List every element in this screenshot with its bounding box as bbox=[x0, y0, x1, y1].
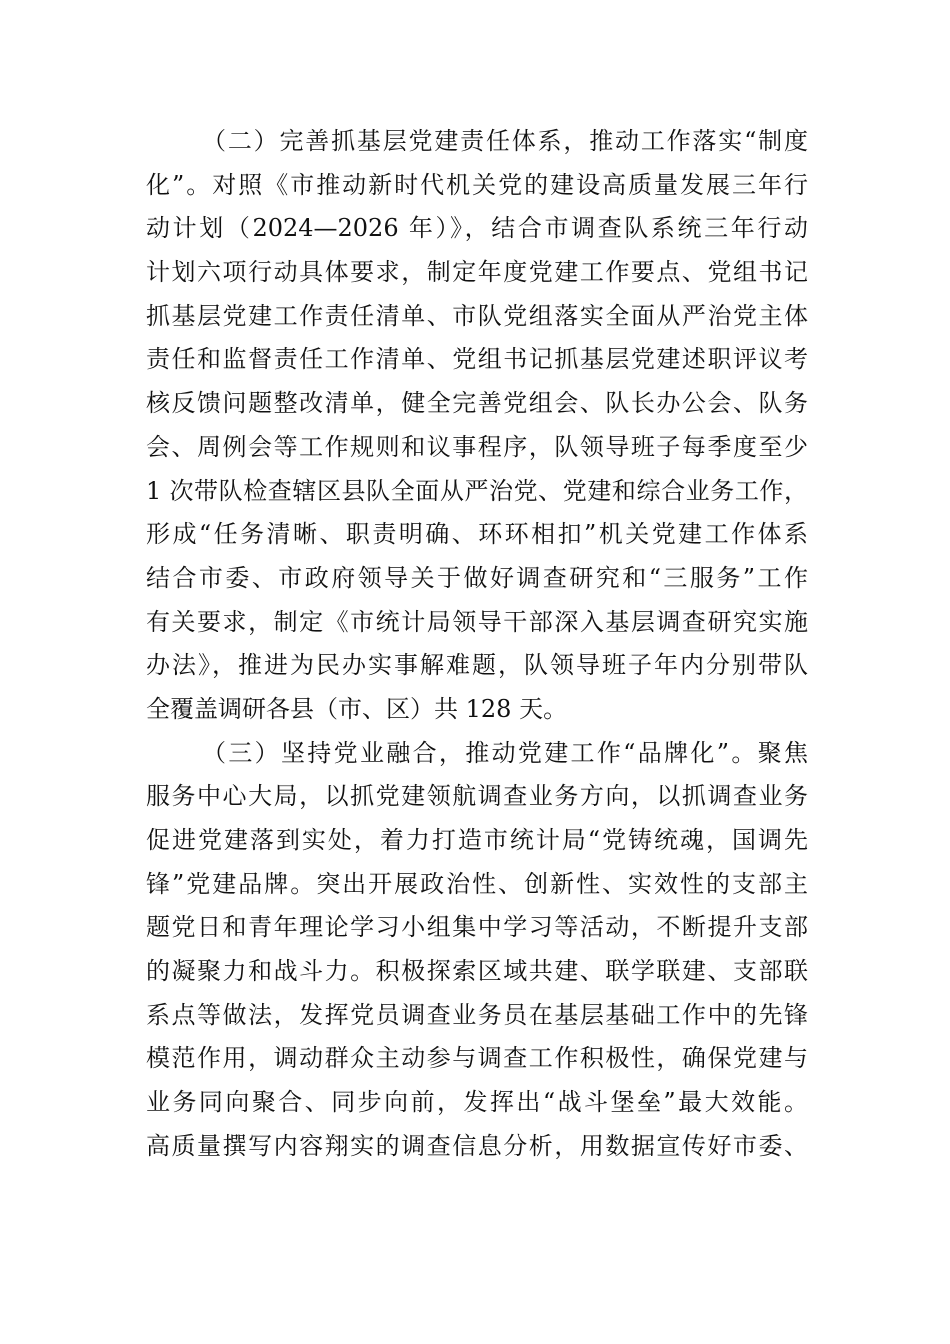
text-line: （三）坚持党业融合，推动党建工作“品牌化”。聚焦 bbox=[202, 738, 808, 767]
text-line: 1 次带队检查辖区县队全面从严治党、党建和综合业务工作， bbox=[146, 476, 808, 505]
text-line: 锋”党建品牌。突出开展政治性、创新性、实效性的支部主 bbox=[146, 869, 808, 898]
text-line: 题党日和青年理论学习小组集中学习等活动，不断提升支部 bbox=[146, 913, 808, 942]
text-line: 服务中心大局，以抓党建领航调查业务方向，以抓调查业务 bbox=[146, 782, 808, 811]
paragraph-section-3 bbox=[146, 732, 808, 1169]
text-line: 促进党建落到实处，着力打造市统计局“党铸统魂，国调先 bbox=[146, 826, 808, 854]
text-line: （二）完善抓基层党建责任体系，推动工作落实“制度 bbox=[202, 127, 808, 155]
text-line: 模范作用，调动群众主动参与调查工作积极性，确保党建与 bbox=[146, 1044, 808, 1073]
paragraph-section-2 bbox=[146, 120, 808, 732]
text-line: 会、周例会等工作规则和议事程序，队领导班子每季度至少 bbox=[146, 432, 808, 461]
text-line: 有关要求，制定《市统计局领导干部深入基层调查研究实施 bbox=[146, 607, 808, 636]
text-line: 责任和监督责任工作清单、党组书记抓基层党建述职评议考 bbox=[146, 345, 808, 374]
text-line: 业务同向聚合、同步向前，发挥出“战斗堡垒”最大效能。 bbox=[146, 1088, 808, 1117]
text-line: 的凝聚力和战斗力。积极探索区域共建、联学联建、支部联 bbox=[146, 957, 808, 986]
text-line: 办法》，推进为民办实事解难题，队领导班子年内分别带队 bbox=[146, 651, 808, 680]
text-line: 化”。对照《市推动新时代机关党的建设高质量发展三年行 bbox=[146, 170, 808, 199]
document-body bbox=[146, 120, 808, 1169]
text-line: 抓基层党建工作责任清单、市队党组落实全面从严治党主体 bbox=[146, 301, 808, 330]
text-line: 计划六项行动具体要求，制定年度党建工作要点、党组书记 bbox=[146, 258, 808, 287]
text-line: 结合市委、市政府领导关于做好调查研究和“三服务”工作 bbox=[146, 563, 808, 592]
text-line: 动计划（2024—2026 年）》，结合市调查队系统三年行动 bbox=[146, 214, 808, 243]
text-line: 核反馈问题整改清单，健全完善党组会、队长办公会、队务 bbox=[146, 389, 808, 418]
text-line: 全覆盖调研各县（市、区）共 128 天。 bbox=[146, 694, 568, 723]
text-line: 形成“任务清晰、职责明确、环环相扣”机关党建工作体系 bbox=[146, 520, 808, 549]
text-line: 系点等做法，发挥党员调查业务员在基层基础工作中的先锋 bbox=[146, 1000, 808, 1029]
text-line: 高质量撰写内容翔实的调查信息分析，用数据宣传好市委、 bbox=[146, 1131, 808, 1160]
